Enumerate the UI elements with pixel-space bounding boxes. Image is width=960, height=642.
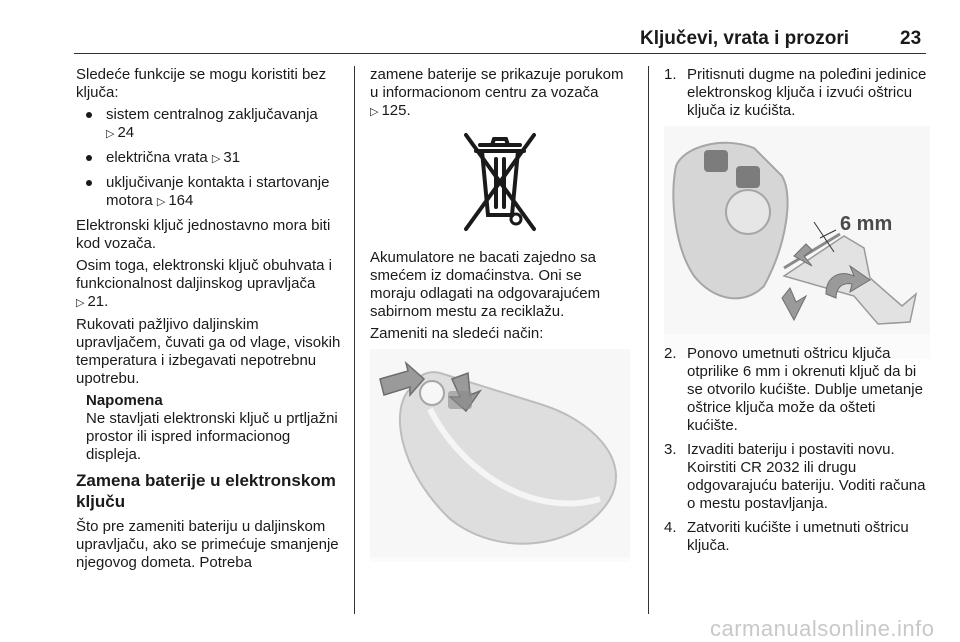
watermark: carmanualsonline.info — [710, 616, 935, 641]
page-reference[interactable]: ▷ 24 — [106, 124, 135, 141]
list-item: 3. Izvaditi bateriju i postaviti novu. Koirstiti CR 2032 ili drugu odgovarajuću bateriju. Voditi računa o mestu postavljanja. — [664, 441, 926, 512]
recycling-symbol — [370, 129, 630, 241]
column-1 — [76, 66, 342, 576]
note-box — [86, 392, 342, 464]
care-text: Rukovati pažljivo daljinskim upravljačem, čuvati ga od vlage, visokih temperatura i izbegavati nepotrebnu upotrebu. — [76, 316, 341, 387]
reference-triangle-icon: ▷ — [106, 128, 115, 140]
page-reference[interactable]: ▷ 21. — [76, 293, 109, 310]
list-item: sistem centralnog zaključavanja ▷ 24 — [76, 106, 342, 143]
column-divider-1 — [354, 66, 355, 614]
disposal-text: Akumulatore ne bacati zajedno sa smećem iz domaćinstva. Oni se moraju odlagati na odgovarajućem sabirnom mestu za reciklažu. — [370, 249, 601, 320]
note-title: Napomena — [86, 392, 163, 409]
list-item: 4. Zatvoriti kućište i umetnuti oštricu ključa. — [664, 519, 909, 554]
column-2 — [370, 66, 630, 572]
reference-triangle-icon: ▷ — [76, 297, 85, 309]
column-divider-2 — [648, 66, 649, 614]
column-3 — [664, 66, 930, 561]
steps-list-continued — [664, 345, 930, 555]
page-reference[interactable]: ▷ 31 — [211, 149, 241, 166]
replace-intro-text: Zameniti na sledeći način: — [370, 325, 544, 342]
reference-triangle-icon: ▷ — [156, 196, 166, 208]
header-title: Ključevi, vrata i prozori — [640, 28, 850, 49]
list-item: električna vrata ▷ 31 — [76, 149, 342, 168]
page-header — [0, 0, 960, 56]
vehicle-text: Elektronski ključ jednostavno mora biti kod vozača. — [76, 217, 331, 252]
key-fob-illustration — [370, 349, 630, 557]
steps-list — [664, 66, 930, 120]
page-number: 23 — [900, 28, 922, 49]
remote-function-text: Osim toga, elektronski ključ obuhvata i funkcionalnost daljinskog upravljača ▷ 21. — [76, 257, 332, 310]
section-heading: Zamena baterije u elektronskom ključu — [76, 471, 336, 511]
page-reference[interactable]: ▷ 125. — [370, 102, 411, 119]
list-item: 1. Pritisnuti dugme na poleđini jedinice elektronskog ključa i izvući oštricu ključa iz kućišta. — [664, 66, 927, 119]
battery-continued-text: zamene baterije se prikazuje porukom u informacionom centru za vozača ▷ 125. — [370, 66, 624, 119]
reference-triangle-icon: ▷ — [370, 106, 379, 118]
blade-depth-label: 6 mm — [840, 213, 893, 235]
key-open-figure — [370, 349, 630, 562]
reference-triangle-icon: ▷ — [211, 153, 221, 165]
note-text: Ne stavljati elektronski ključ u prtljažni prostor ili ispred informacionog displeja. — [86, 410, 338, 463]
header-rule — [74, 53, 926, 54]
battery-text: Što pre zameniti bateriju u daljinskom upravljaču, ako se primećuje smanjenje njegovog dometa. Potreba — [76, 518, 339, 571]
key-blade-figure — [664, 126, 930, 359]
crossed-bin-icon — [450, 129, 550, 241]
list-item: uključivanje kontakta i startovanje motora ▷ 164 — [76, 174, 342, 211]
keyless-functions-list — [76, 106, 342, 211]
intro-text: Sledeće funkcije se mogu koristiti bez ključa: — [76, 66, 327, 101]
page-reference[interactable]: ▷ 164 — [156, 192, 194, 209]
list-item: 2. Ponovo umetnuti oštricu ključa otprilike 6 mm i okrenuti ključ da bi se otvorilo kućište. Dublje umetanje oštrice ključa može da ošteti kućište. — [664, 345, 923, 434]
